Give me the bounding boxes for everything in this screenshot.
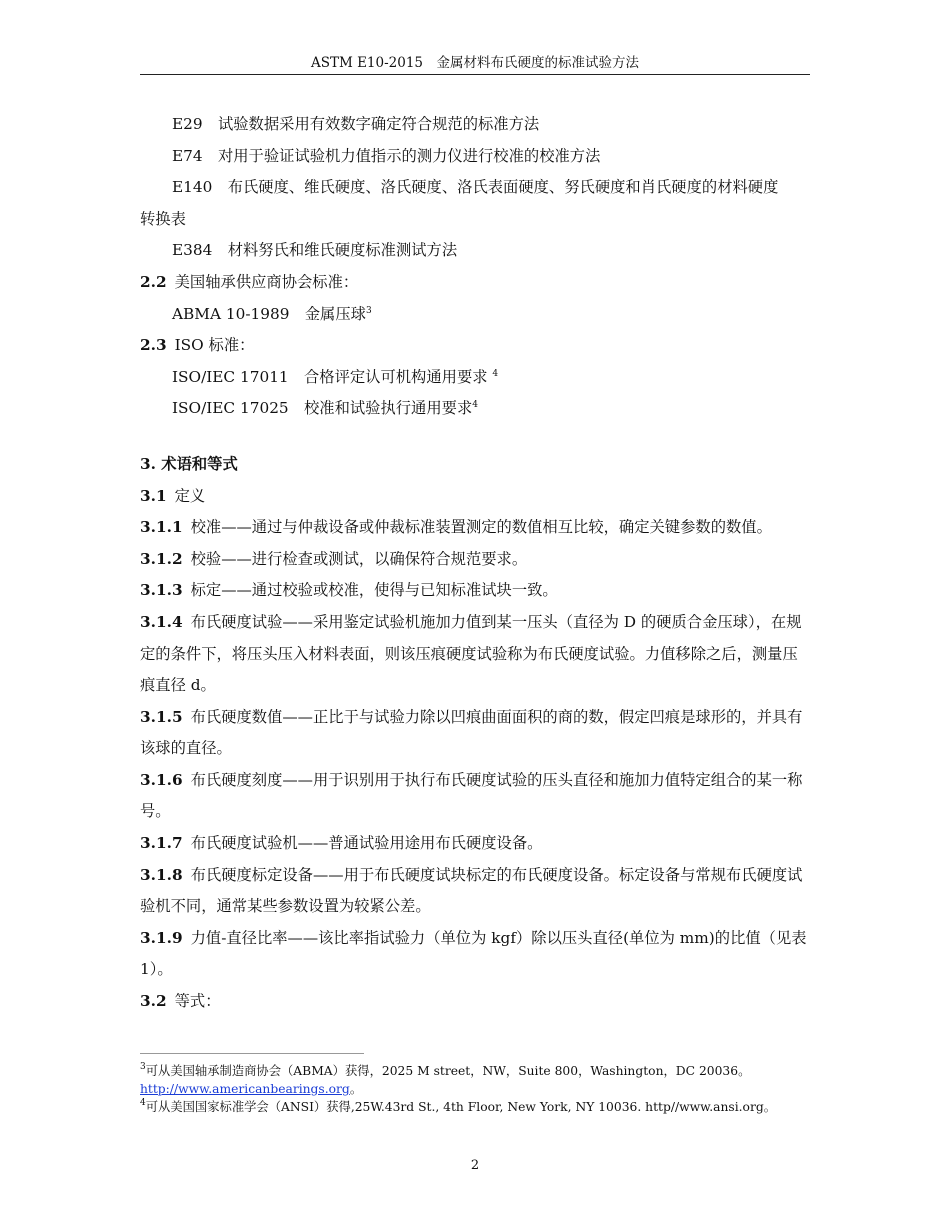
section-number: 2.2	[140, 272, 167, 291]
standard-ref-e140	[140, 172, 810, 204]
definition-number: 3.1.4	[140, 612, 183, 631]
footnote-mark: 4	[140, 1098, 146, 1108]
standard-code: ABMA 10-1989	[172, 304, 290, 323]
standard-title-continuation: 转换表	[140, 209, 186, 228]
section-text: ISO 标准：	[174, 336, 255, 355]
standard-ref-e384	[140, 235, 810, 267]
definition-3-1-7	[140, 828, 810, 860]
section-2-3	[140, 330, 810, 362]
standard-title: 试验数据采用有效数字确定符合规范的标准方法	[217, 115, 540, 133]
definition-text: 布氏硬度数值——正比于与试验力除以凹痕曲面面积的商的数，假定凹痕是球形的，并具有该球的直径。	[140, 707, 803, 758]
section-text: 定义	[174, 486, 206, 505]
standard-code: E29	[172, 115, 203, 133]
section-3-heading: 3. 术语和等式	[140, 454, 238, 473]
footnote-punctuation: 。	[349, 1082, 363, 1096]
definition-number: 3.1.3	[140, 581, 183, 600]
footnote-text: 可从美国轴承制造商协会（ABMA）获得，2025 M street，NW，Suite 800，Washington，DC 20036。	[145, 1064, 751, 1078]
standard-code: ISO/IEC 17011	[172, 367, 289, 386]
standard-ref-iso-17011	[140, 362, 810, 394]
standard-code: E384	[172, 241, 213, 260]
footnote-4	[140, 1098, 810, 1116]
definition-3-1-4	[140, 607, 810, 702]
definition-number: 3.1.1	[140, 518, 183, 537]
definition-3-1-1	[140, 512, 810, 544]
footnote-3-link-line	[140, 1080, 810, 1098]
footnote-text: 可从美国国家标准学会（ANSI）获得,25W.43rd St., 4th Floor, New York, NY 10036. http//www.ansi.org。	[145, 1100, 777, 1114]
standard-ref-iso-17025	[140, 393, 810, 425]
standard-title: 校准和试验执行通用要求	[303, 399, 473, 418]
section-number: 3.2	[140, 992, 167, 1011]
definition-number: 3.1.9	[140, 928, 183, 947]
standard-ref-e29	[140, 109, 810, 141]
definition-text: 标定——通过校验或校准，使得与已知标准试块一致。	[190, 581, 558, 600]
section-3-1	[140, 481, 810, 513]
footnote-ref: 3	[365, 305, 372, 316]
standard-title: 金属压球	[304, 304, 366, 323]
definition-text: 力值-直径比率——该比率指试验力（单位为 kgf）除以压头直径(单位为 mm)的比值（见表 1）。	[140, 928, 807, 979]
abma-website-link[interactable]: http://www.americanbearings.org	[140, 1082, 350, 1096]
standard-title: 对用于验证试验机力值指示的测力仪进行校准的校准方法	[217, 146, 601, 165]
definition-number: 3.1.7	[140, 834, 183, 853]
standard-code: ISO/IEC 17025	[172, 399, 289, 418]
page-body	[140, 109, 810, 1018]
page-number: 2	[470, 1158, 480, 1173]
footnote-divider	[140, 1053, 364, 1054]
footnote-3	[140, 1062, 810, 1080]
footnotes	[140, 1062, 810, 1116]
section-text: 美国轴承供应商协会标准：	[174, 272, 359, 291]
definition-number: 3.1.8	[140, 865, 183, 884]
definition-3-1-3	[140, 575, 810, 607]
definition-3-1-5	[140, 702, 810, 765]
running-header: ASTM E10-2015 金属材料布氏硬度的标准试验方法	[140, 54, 810, 75]
section-text: 等式：	[174, 992, 221, 1011]
definition-number: 3.1.6	[140, 770, 183, 789]
section-3-2	[140, 986, 810, 1018]
definition-text: 布氏硬度刻度——用于识别用于执行布氏硬度试验的压头直径和施加力值特定组合的某一称号。	[140, 770, 803, 821]
standard-title: 材料努氏和维氏硬度标准测试方法	[227, 241, 458, 260]
standard-code: E140	[172, 178, 213, 197]
definition-3-1-8	[140, 860, 810, 923]
standard-ref-e74	[140, 141, 810, 173]
section-number: 2.3	[140, 336, 167, 355]
definition-3-1-6	[140, 765, 810, 828]
definition-text: 校验——进行检查或测试，以确保符合规范要求。	[190, 549, 528, 568]
definition-number: 3.1.5	[140, 707, 183, 726]
definition-number: 3.1.2	[140, 549, 183, 568]
section-number: 3.1	[140, 486, 167, 505]
definition-text: 布氏硬度标定设备——用于布氏硬度试块标定的布氏硬度设备。标定设备与常规布氏硬度试验机不同，通常某些参数设置为较紧公差。	[140, 865, 803, 916]
definition-3-1-2	[140, 544, 810, 576]
footnote-ref: 4	[472, 400, 478, 411]
spacer	[140, 425, 810, 449]
definition-3-1-9	[140, 923, 810, 986]
footnote-mark: 3	[140, 1062, 146, 1072]
definition-text: 布氏硬度试验——采用鉴定试验机施加力值到某一压头（直径为 D 的硬质合金压球），在规定的条件下，将压头压入材料表面，则该压痕硬度试验称为布氏硬度试验。力值移除之后，测量压痕直径 d。	[140, 612, 802, 695]
standard-title: 布氏硬度、维氏硬度、洛氏硬度、洛氏表面硬度、努氏硬度和肖氏硬度的材料硬度	[227, 178, 779, 197]
standard-ref-abma	[140, 299, 810, 331]
definition-text: 布氏硬度试验机——普通试验用途用布氏硬度设备。	[190, 834, 543, 853]
standard-code: E74	[172, 146, 203, 165]
standard-title: 合格评定认可机构通用要求	[303, 367, 488, 386]
section-2-2	[140, 267, 810, 299]
definition-text: 校准——通过与仲裁设备或仲裁标准装置测定的数值相互比较，确定关键参数的数值。	[190, 518, 772, 537]
footnote-ref: 4	[492, 368, 499, 379]
